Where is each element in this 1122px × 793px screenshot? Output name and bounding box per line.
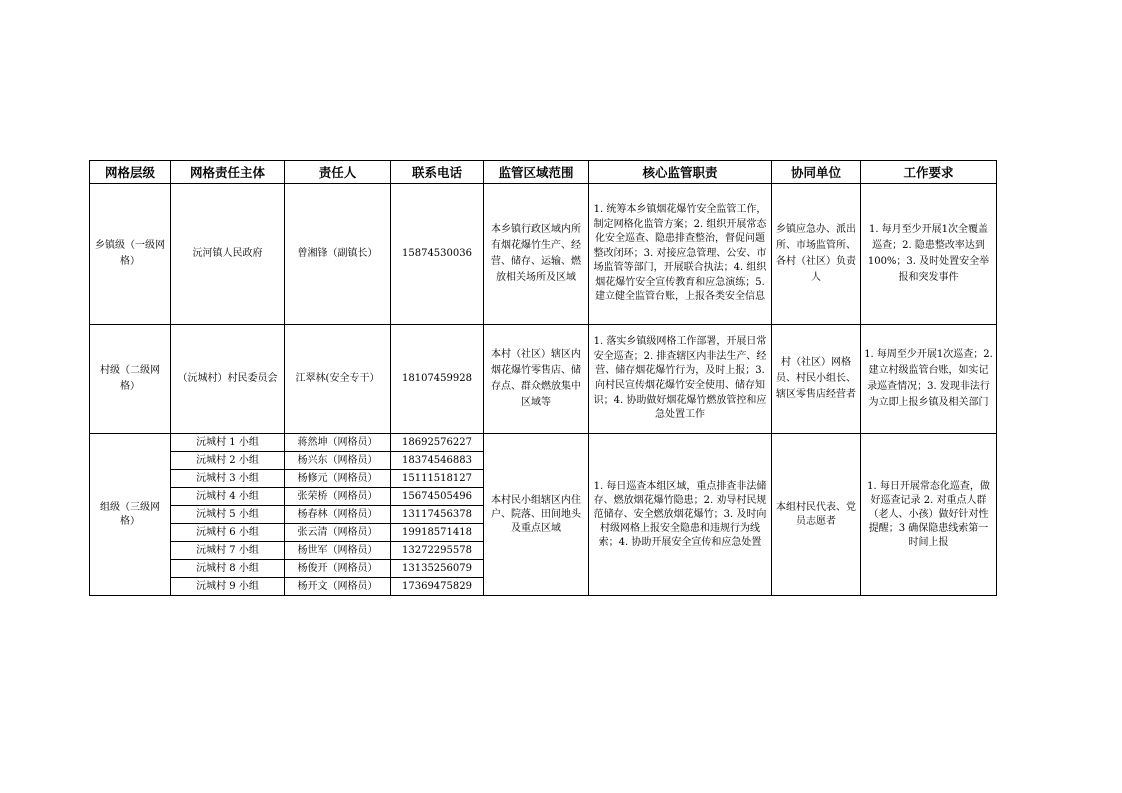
phone-cell: 15111518127 [391,470,484,488]
subject-cell: 沅城村 2 小组 [171,452,285,470]
header-requirement: 工作要求 [861,161,997,184]
header-person: 责任人 [285,161,391,184]
level-cell: 乡镇级（一级网格） [90,184,171,325]
area-cell: 本乡镇行政区域内所有烟花爆竹生产、经营、储存、运输、燃放相关场所及区域 [484,184,589,325]
phone-cell: 17369475829 [391,578,484,596]
header-phone: 联系电话 [391,161,484,184]
supervision-grid-table [89,160,997,596]
level-cell: 村级（二级网格） [90,325,171,434]
table-row [90,184,997,325]
subject-cell: 沅城村 6 小组 [171,524,285,542]
person-cell: 杨春林（网格员） [285,506,391,524]
area-cell: 本村民小组辖区内住户、院落、田间地头及重点区域 [484,434,589,596]
partner-cell: 乡镇应急办、派出所、市场监管所、各村（社区）负责人 [772,184,861,325]
header-level: 网格层级 [90,161,171,184]
phone-cell: 18692576227 [391,434,484,452]
phone-cell: 18374546883 [391,452,484,470]
person-cell: 蒋然坤（网格员） [285,434,391,452]
person-cell: 杨世军（网格员） [285,542,391,560]
subject-cell: 沅城村 4 小组 [171,488,285,506]
header-subject: 网格责任主体 [171,161,285,184]
phone-cell: 13272295578 [391,542,484,560]
subject-cell: 沅城村 7 小组 [171,542,285,560]
header-duty: 核心监管职责 [589,161,772,184]
requirement-cell: 1. 每日开展常态化巡查，做好巡查记录 2. 对重点人群（老人、小孩）做好针对性提醒；3 确保隐患线索第一时间上报 [861,434,997,596]
person-cell: 杨开文（网格员） [285,578,391,596]
level-cell: 组级（三级网格） [90,434,171,596]
partner-cell: 村（社区）网格员、村民小组长、辖区零售店经营者 [772,325,861,434]
header-row [90,161,997,184]
person-cell: 张云清（网格员） [285,524,391,542]
requirement-cell: 1. 每月至少开展1次全覆盖巡查；2. 隐患整改率达到100%；3. 及时处置安全举报和突发事件 [861,184,997,325]
person-cell: 杨修元（网格员） [285,470,391,488]
subject-cell: 沅城村 5 小组 [171,506,285,524]
person-cell: 杨兴东（网格员） [285,452,391,470]
header-area: 监管区域范围 [484,161,589,184]
person-cell: 杨俊开（网格员） [285,560,391,578]
person-cell: 曾湘锋（副镇长） [285,184,391,325]
duty-cell: 1. 每日巡查本组区域，重点排查非法储存、燃放烟花爆竹隐患；2. 劝导村民规范储存、安全燃放烟花爆竹；3. 及时向村级网格上报安全隐患和违规行为线索；4. 协助开展安全宣传和应急处置 [589,434,772,596]
subject-cell: 沅河镇人民政府 [171,184,285,325]
requirement-cell: 1. 每周至少开展1次巡查；2. 建立村级监管台账，如实记录巡查情况；3. 发现非法行为立即上报乡镇及相关部门 [861,325,997,434]
subject-cell: 沅城村 1 小组 [171,434,285,452]
duty-cell: 1. 统筹本乡镇烟花爆竹安全监管工作，制定网格化监管方案；2. 组织开展常态化安全巡查、隐患排查整治，督促问题整改闭环；3. 对接应急管理、公安、市场监管等部门，开展联合执法；4. 组织烟花爆竹安全宣传教育和应急演练；5. 建立健全监管台账，上报各类安全信息 [589,184,772,325]
phone-cell: 15674505496 [391,488,484,506]
partner-cell: 本组村民代表、党员志愿者 [772,434,861,596]
table-row [90,325,997,434]
person-cell: 张荣桥（网格员） [285,488,391,506]
phone-cell: 18107459928 [391,325,484,434]
phone-cell: 19918571418 [391,524,484,542]
header-partner: 协同单位 [772,161,861,184]
duty-cell: 1. 落实乡镇级网格工作部署，开展日常安全巡查；2. 排查辖区内非法生产、经营、储存烟花爆竹行为，及时上报；3. 向村民宣传烟花爆竹安全使用、储存知识；4. 协助做好烟花爆竹燃放管控和应急处置工作 [589,325,772,434]
person-cell: 江翠林(安全专干） [285,325,391,434]
subject-cell: （沅城村）村民委员会 [171,325,285,434]
phone-cell: 13117456378 [391,506,484,524]
subject-cell: 沅城村 3 小组 [171,470,285,488]
subject-cell: 沅城村 9 小组 [171,578,285,596]
phone-cell: 15874530036 [391,184,484,325]
area-cell: 本村（社区）辖区内烟花爆竹零售店、储存点、群众燃放集中区域等 [484,325,589,434]
table-row [90,434,997,452]
subject-cell: 沅城村 8 小组 [171,560,285,578]
phone-cell: 13135256079 [391,560,484,578]
